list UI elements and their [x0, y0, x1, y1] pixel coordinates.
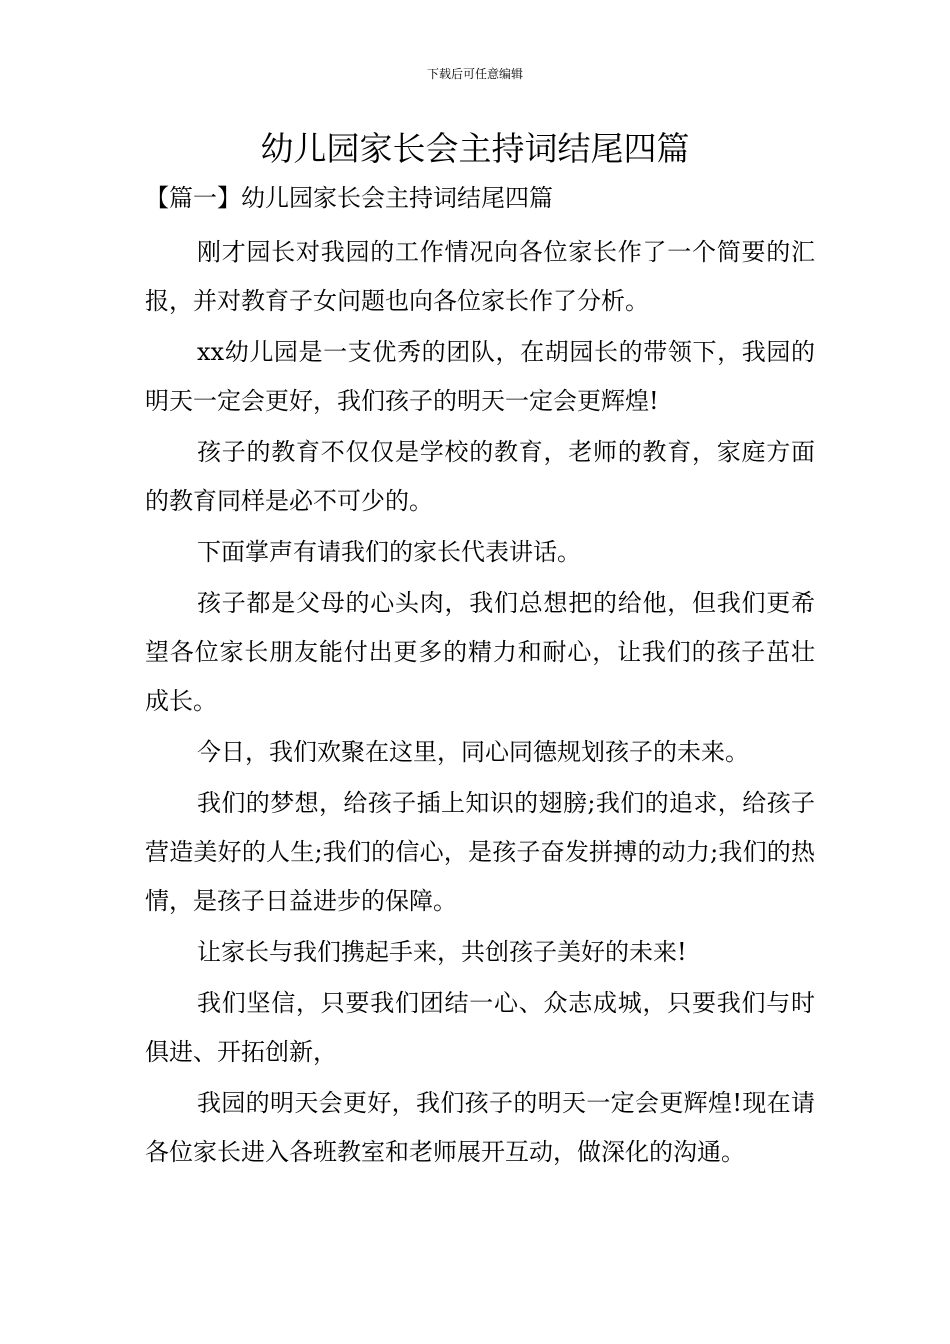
paragraph-8: 让家长与我们携起手来，共创孩子美好的未来!: [197, 938, 687, 966]
document-title: 幼儿园家长会主持词结尾四篇: [260, 129, 690, 168]
paragraph-1: 刚才园长对我园的工作情况向各位家长作了一个简要的汇报，并对教育子女问题也向各位家长作了分析。: [145, 238, 815, 315]
paragraph-2: xx幼儿园是一支优秀的团队，在胡园长的带领下，我园的明天一定会更好，我们孩子的明天一定会更辉煌!: [145, 338, 815, 415]
paragraph-4: 下面掌声有请我们的家长代表讲话。: [197, 538, 581, 566]
paragraph-10: 我园的明天会更好，我们孩子的明天一定会更辉煌!现在请各位家长进入各班教室和老师展开互动，做深化的沟通。: [145, 1089, 815, 1166]
paragraph-9: 我们坚信，只要我们团结一心、众志成城，只要我们与时俱进、开拓创新，: [145, 989, 815, 1066]
paragraph-3: 孩子的教育不仅仅是学校的教育，老师的教育，家庭方面的教育同样是必不可少的。: [145, 438, 815, 515]
paragraph-5: 孩子都是父母的心头肉，我们总想把的给他，但我们更希望各位家长朋友能付出更多的精力和耐心，让我们的孩子茁壮成长。: [145, 589, 815, 715]
document-body: [145, 178, 815, 1179]
paragraph-6: 今日，我们欢聚在这里，同心同德规划孩子的未来。: [197, 738, 749, 766]
section-heading: 【篇一】幼儿园家长会主持词结尾四篇: [145, 184, 553, 212]
header-note: 下载后可任意编辑: [426, 67, 523, 81]
paragraph-7: 我们的梦想，给孩子插上知识的翅膀;我们的追求，给孩子营造美好的人生;我们的信心，是孩子奋发拼搏的动力;我们的热情，是孩子日益进步的保障。: [145, 789, 815, 915]
